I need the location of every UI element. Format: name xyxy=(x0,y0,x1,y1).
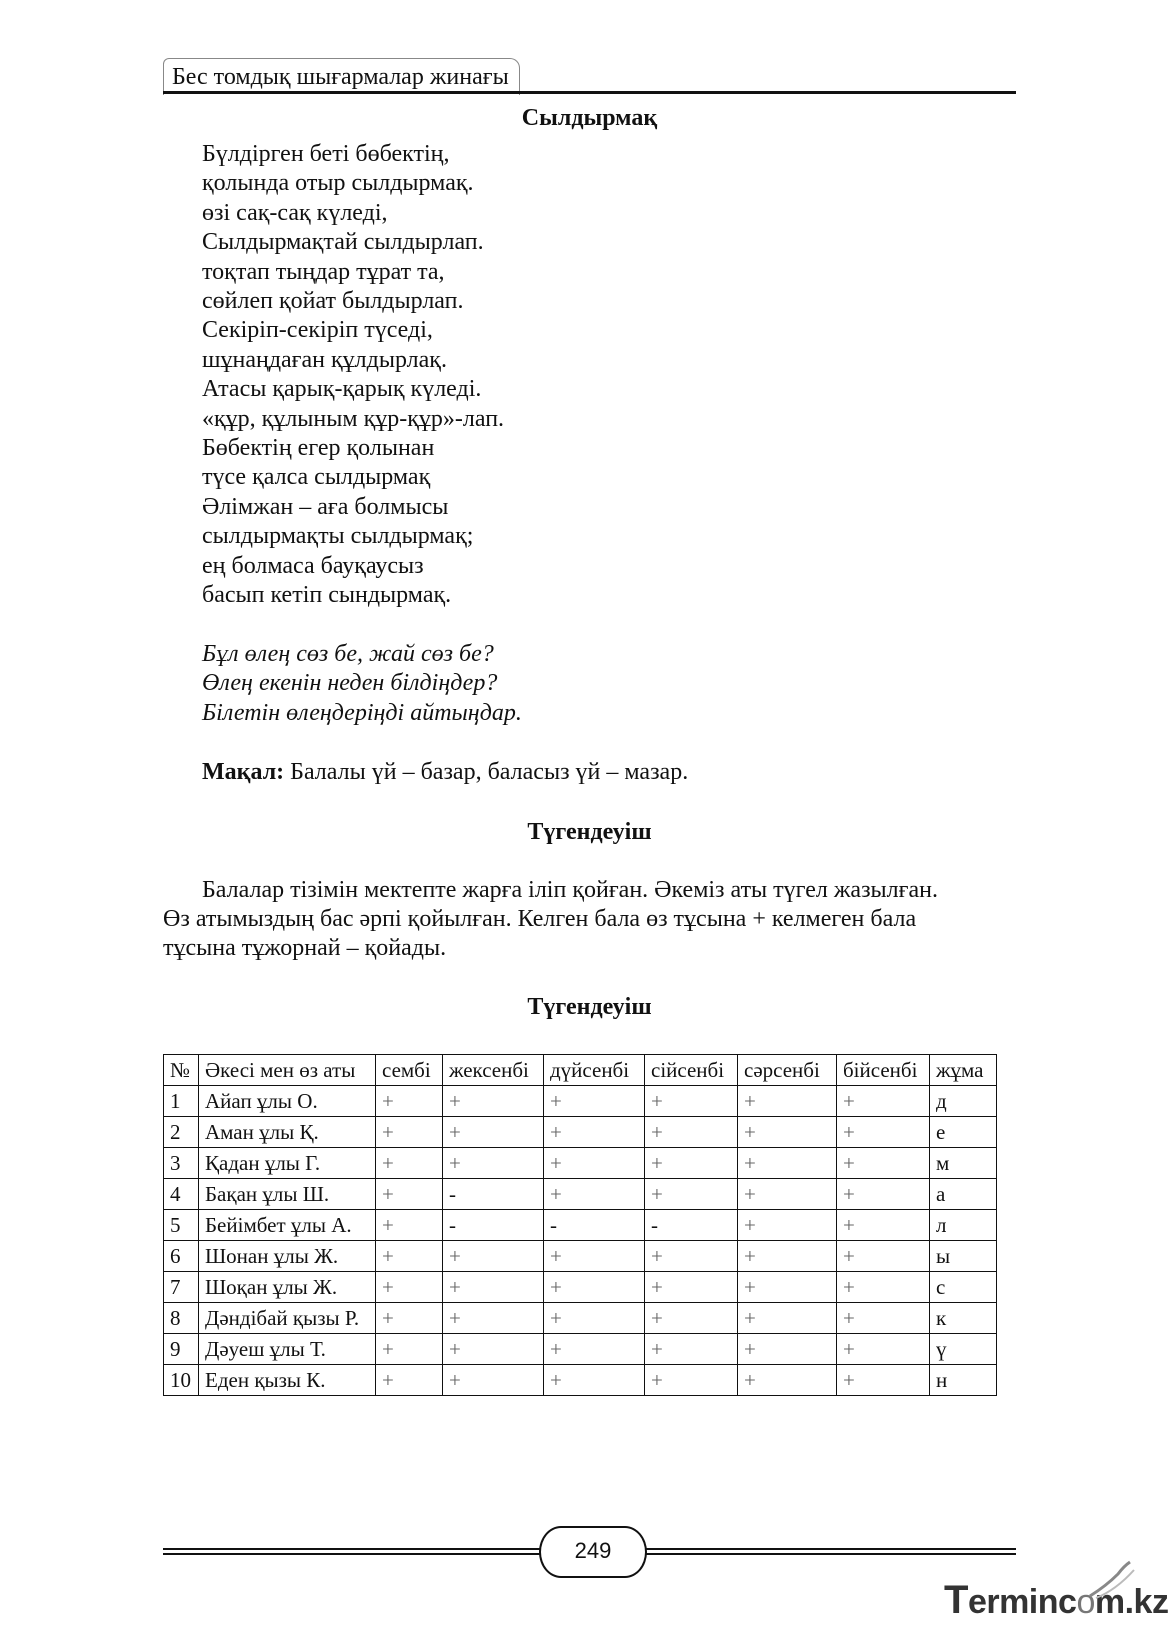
poem-line: шұнаңдаған құлдырлақ. xyxy=(202,346,447,373)
attendance-mark-cell: + xyxy=(738,1365,837,1396)
watermark-swoosh-icon xyxy=(1086,1560,1146,1600)
question-line: Білетін өлеңдеріңді айтыңдар. xyxy=(202,699,522,726)
name-cell: Дәндібай қызы Р. xyxy=(199,1303,376,1334)
poem-title: Сылдырмақ xyxy=(521,105,658,131)
name-cell: Шонан ұлы Ж. xyxy=(199,1241,376,1272)
table-row xyxy=(164,1148,997,1179)
attendance-mark-cell: + xyxy=(837,1148,930,1179)
attendance-mark-cell: + xyxy=(443,1117,544,1148)
name-cell: Айап ұлы О. xyxy=(199,1086,376,1117)
attendance-mark-cell: - xyxy=(443,1210,544,1241)
attendance-mark-cell: + xyxy=(837,1272,930,1303)
attendance-mark-cell: + xyxy=(544,1334,645,1365)
attendance-mark-cell: + xyxy=(837,1365,930,1396)
poem-body xyxy=(202,140,504,611)
name-cell: Аман ұлы Қ. xyxy=(199,1117,376,1148)
poem-line: түсе қалса сылдырмақ xyxy=(202,464,431,491)
attendance-mark-cell: + xyxy=(738,1334,837,1365)
attendance-mark-cell: + xyxy=(443,1086,544,1117)
attendance-mark-cell: + xyxy=(443,1365,544,1396)
poem-line: сылдырмақты сылдырмақ; xyxy=(202,523,474,550)
friday-letter-cell: л xyxy=(930,1210,997,1241)
poem-line: Әлімжан – аға болмысы xyxy=(202,493,449,520)
attendance-table xyxy=(163,1054,997,1396)
attendance-mark-cell: + xyxy=(837,1179,930,1210)
row-number-cell: 6 xyxy=(164,1241,199,1272)
header-cell-day: жұма xyxy=(930,1055,997,1086)
paragraph-line: Өз атымыздың бас әрпі қойылған. Келген бала өз тұсына + келмеген бала xyxy=(163,906,917,932)
attendance-mark-cell: + xyxy=(443,1334,544,1365)
header-cell-name: Әкесі мен өз аты xyxy=(199,1055,376,1086)
table-row xyxy=(164,1179,997,1210)
attendance-mark-cell: + xyxy=(376,1086,443,1117)
attendance-mark-cell: + xyxy=(544,1117,645,1148)
watermark-text-end: m.kz xyxy=(1094,1583,1168,1621)
question-line: Өлең екенін неден білдіңдер? xyxy=(202,670,498,697)
attendance-mark-cell: + xyxy=(738,1272,837,1303)
row-number-cell: 8 xyxy=(164,1303,199,1334)
attendance-mark-cell: + xyxy=(544,1086,645,1117)
row-number-cell: 7 xyxy=(164,1272,199,1303)
attendance-mark-cell: + xyxy=(837,1117,930,1148)
attendance-mark-cell: + xyxy=(376,1117,443,1148)
attendance-mark-cell: + xyxy=(738,1210,837,1241)
paragraph-line: Балалар тізімін мектепте жарға іліп қойған. Әкеміз аты түгел жазылған. xyxy=(202,877,938,903)
attendance-mark-cell: + xyxy=(645,1086,738,1117)
friday-letter-cell: ы xyxy=(930,1241,997,1272)
attendance-mark-cell: + xyxy=(837,1210,930,1241)
watermark-text: erminc xyxy=(967,1583,1077,1621)
attendance-mark-cell: + xyxy=(645,1179,738,1210)
name-cell: Шоқан ұлы Ж. xyxy=(199,1272,376,1303)
attendance-mark-cell: + xyxy=(544,1303,645,1334)
attendance-mark-cell: + xyxy=(645,1117,738,1148)
friday-letter-cell: а xyxy=(930,1179,997,1210)
name-cell: Бақан ұлы Ш. xyxy=(199,1179,376,1210)
header-cell-number: № xyxy=(164,1055,199,1086)
questions xyxy=(202,640,522,728)
table-row xyxy=(164,1241,997,1272)
table-row xyxy=(164,1365,997,1396)
attendance-mark-cell: + xyxy=(443,1241,544,1272)
attendance-mark-cell: + xyxy=(645,1241,738,1272)
header-cell-day: жексенбі xyxy=(443,1055,544,1086)
page-number: 249 xyxy=(539,1526,647,1578)
friday-letter-cell: с xyxy=(930,1272,997,1303)
table-row xyxy=(164,1334,997,1365)
proverb-label: Мақал: xyxy=(202,759,285,785)
row-number-cell: 10 xyxy=(164,1365,199,1396)
attendance-mark-cell: + xyxy=(738,1086,837,1117)
friday-letter-cell: ү xyxy=(930,1334,997,1365)
attendance-mark-cell: + xyxy=(738,1148,837,1179)
friday-letter-cell: к xyxy=(930,1303,997,1334)
header-cell-day: сәрсенбі xyxy=(738,1055,837,1086)
name-cell: Дәуеш ұлы Т. xyxy=(199,1334,376,1365)
header-cell-day: сійсенбі xyxy=(645,1055,738,1086)
attendance-mark-cell: + xyxy=(645,1365,738,1396)
attendance-mark-cell: + xyxy=(738,1117,837,1148)
attendance-mark-cell: + xyxy=(544,1272,645,1303)
attendance-mark-cell: + xyxy=(738,1241,837,1272)
paragraph-line: тұсына тұжорнай – қойады. xyxy=(163,935,447,961)
attendance-mark-cell: + xyxy=(645,1303,738,1334)
attendance-mark-cell: + xyxy=(645,1148,738,1179)
poem-line: сөйлеп қойат былдырлап. xyxy=(202,288,464,315)
question-line: Бұл өлең сөз бе, жай сөз бе? xyxy=(202,641,494,667)
header-cell-day: дүйсенбі xyxy=(544,1055,645,1086)
attendance-mark-cell: + xyxy=(376,1179,443,1210)
row-number-cell: 1 xyxy=(164,1086,199,1117)
poem-line: Сылдырмақтай сылдырлап. xyxy=(202,229,484,256)
attendance-mark-cell: + xyxy=(837,1303,930,1334)
attendance-mark-cell: + xyxy=(544,1179,645,1210)
watermark-letter: T xyxy=(944,1578,968,1622)
poem-line: қолында отыр сылдырмақ. xyxy=(202,170,474,197)
attendance-mark-cell: + xyxy=(376,1334,443,1365)
footer-rule xyxy=(163,1548,545,1555)
header-rule xyxy=(163,91,1016,94)
attendance-mark-cell: + xyxy=(544,1148,645,1179)
name-cell: Бейімбет ұлы А. xyxy=(199,1210,376,1241)
name-cell: Еден қызы К. xyxy=(199,1365,376,1396)
poem-line: Бөбектің егер қолынан xyxy=(202,435,435,462)
table-row xyxy=(164,1086,997,1117)
header-cell-day: бійсенбі xyxy=(837,1055,930,1086)
row-number-cell: 9 xyxy=(164,1334,199,1365)
page-header xyxy=(163,56,1016,94)
poem-line: Атасы қарық-қарық күледі. xyxy=(202,376,482,403)
table-header-row xyxy=(164,1055,997,1086)
row-number-cell: 3 xyxy=(164,1148,199,1179)
row-number-cell: 2 xyxy=(164,1117,199,1148)
proverb-text: Балалы үй – базар, баласыз үй – мазар. xyxy=(284,759,689,785)
poem-line: тоқтап тыңдар тұрат та, xyxy=(202,258,445,285)
table-row xyxy=(164,1117,997,1148)
attendance-mark-cell: - xyxy=(443,1179,544,1210)
table-row xyxy=(164,1210,997,1241)
attendance-mark-cell: + xyxy=(837,1334,930,1365)
table-row xyxy=(164,1272,997,1303)
friday-letter-cell: н xyxy=(930,1365,997,1396)
attendance-mark-cell: + xyxy=(738,1303,837,1334)
attendance-mark-cell: + xyxy=(376,1365,443,1396)
attendance-mark-cell: + xyxy=(376,1210,443,1241)
attendance-mark-cell: + xyxy=(376,1148,443,1179)
poem-line: басып кетіп сындырмақ. xyxy=(202,582,452,609)
poem-line: «құр, құлыным құр-құр»-лап. xyxy=(202,405,505,432)
friday-letter-cell: м xyxy=(930,1148,997,1179)
attendance-mark-cell: - xyxy=(544,1210,645,1241)
footer-rule xyxy=(639,1548,1016,1555)
header-cell-day: сембі xyxy=(376,1055,443,1086)
page-footer xyxy=(163,1526,1016,1578)
attendance-mark-cell: + xyxy=(645,1272,738,1303)
table-title: Түгендеуіш xyxy=(527,994,652,1020)
attendance-mark-cell: + xyxy=(443,1303,544,1334)
section-title: Түгендеуіш xyxy=(527,819,652,845)
attendance-mark-cell: + xyxy=(837,1241,930,1272)
friday-letter-cell: д xyxy=(930,1086,997,1117)
attendance-mark-cell: + xyxy=(544,1241,645,1272)
attendance-mark-cell: + xyxy=(376,1303,443,1334)
poem-line: өзі сақ-сақ күледі, xyxy=(202,199,388,226)
friday-letter-cell: е xyxy=(930,1117,997,1148)
poem-line: ең болмаса бауқаусыз xyxy=(202,552,424,579)
attendance-mark-cell: + xyxy=(544,1365,645,1396)
section-paragraph xyxy=(163,876,1016,963)
name-cell: Қадан ұлы Г. xyxy=(199,1148,376,1179)
poem-line: Бүлдірген беті бөбектің, xyxy=(202,141,450,167)
attendance-mark-cell: + xyxy=(645,1334,738,1365)
attendance-mark-cell: - xyxy=(645,1210,738,1241)
attendance-mark-cell: + xyxy=(837,1086,930,1117)
proverb xyxy=(202,757,688,787)
row-number-cell: 5 xyxy=(164,1210,199,1241)
attendance-mark-cell: + xyxy=(443,1148,544,1179)
book-title: Бес томдық шығармалар жинағы xyxy=(163,58,520,95)
attendance-mark-cell: + xyxy=(376,1241,443,1272)
attendance-mark-cell: + xyxy=(376,1272,443,1303)
watermark-o: o xyxy=(1076,1583,1095,1621)
attendance-mark-cell: + xyxy=(443,1272,544,1303)
row-number-cell: 4 xyxy=(164,1179,199,1210)
poem-line: Секіріп-секіріп түседі, xyxy=(202,317,433,344)
table-row xyxy=(164,1303,997,1334)
attendance-mark-cell: + xyxy=(738,1179,837,1210)
